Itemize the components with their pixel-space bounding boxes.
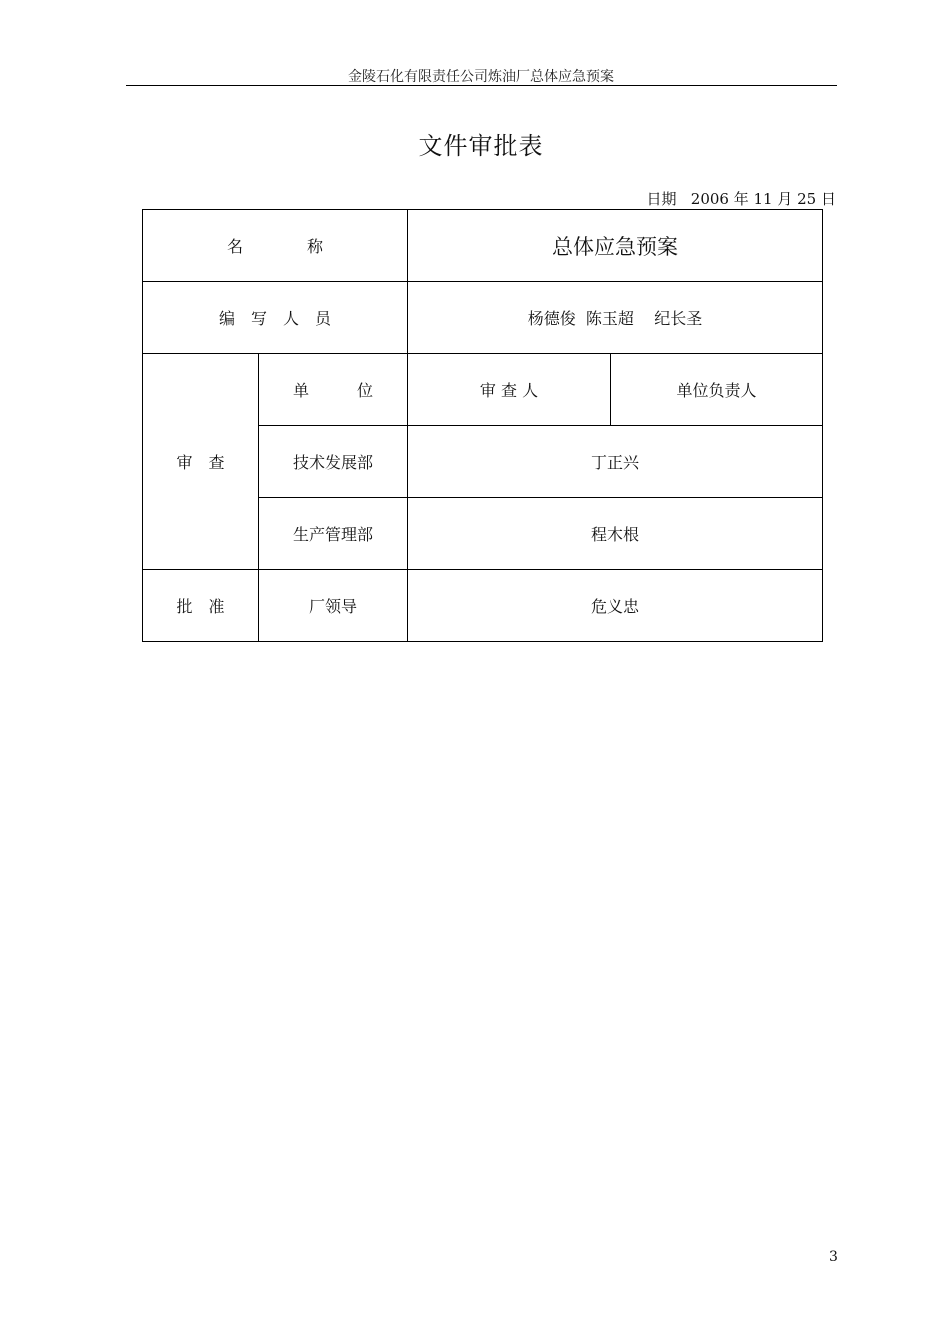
reviewer-header: 审 查 人	[408, 354, 611, 426]
table-row-authors	[143, 282, 823, 354]
review-unit: 技术发展部	[259, 426, 408, 498]
table-row-review-header	[143, 354, 823, 426]
approval-table	[142, 209, 823, 642]
table-row-approval	[143, 570, 823, 642]
name-value: 总体应急预案	[408, 210, 823, 282]
document-date: 日期 2006 年 11 月 25 日	[646, 190, 836, 208]
document-title: 文件审批表	[418, 132, 544, 160]
approval-unit: 厂领导	[259, 570, 408, 642]
authors-value: 杨德俊 陈玉超 纪长圣	[408, 282, 823, 354]
table-row-name	[143, 210, 823, 282]
page-header: 金陵石化有限责任公司炼油厂总体应急预案	[348, 69, 614, 85]
approval-person: 危义忠	[408, 570, 823, 642]
header-divider	[126, 85, 837, 86]
review-label: 审 查	[143, 354, 259, 570]
review-person: 程木根	[408, 498, 823, 570]
unit-header: 单 位	[259, 354, 408, 426]
review-unit: 生产管理部	[259, 498, 408, 570]
page-number: 3	[829, 1249, 838, 1265]
authors-label: 编 写 人 员	[143, 282, 408, 354]
name-label: 名 称	[143, 210, 408, 282]
approval-label: 批 准	[143, 570, 259, 642]
unit-head-header: 单位负责人	[611, 354, 823, 426]
review-person: 丁正兴	[408, 426, 823, 498]
